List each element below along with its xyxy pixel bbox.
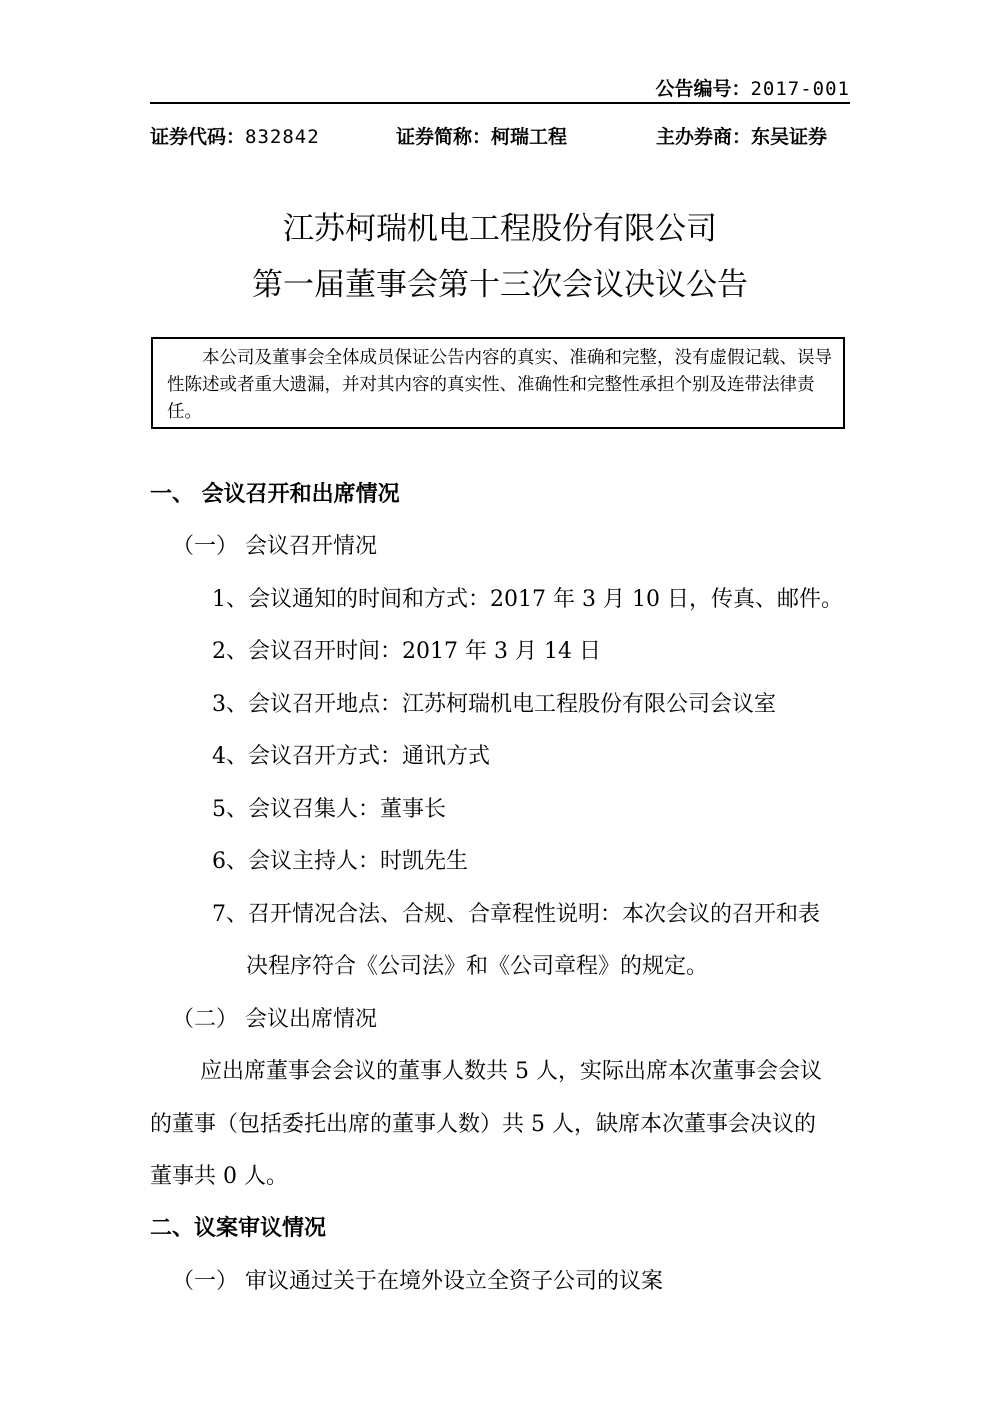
sponsor-broker-label: 主办券商： [656,126,752,148]
list-item: 3、会议召开地点：江苏柯瑞机电工程股份有限公司会议室 [212,692,776,717]
disclaimer-text: 本公司及董事会全体成员保证公告内容的真实、准确和完整，没有虚假记载、误导性陈述或者重大遗漏，并对其内容的真实性、准确性和完整性承担个别及连带法律责任。 [167,348,832,422]
disclaimer-box [151,337,845,429]
company-title: 江苏柯瑞机电工程股份有限公司 [283,211,717,247]
list-item-continuation: 决程序符合《公司法》和《公司章程》的规定。 [246,954,709,979]
list-item: 1、会议通知的时间和方式：2017 年 3 月 10 日，传真、邮件。 [212,587,843,612]
security-code [150,122,320,149]
section-1-heading: 一、 会议召开和出席情况 [150,482,400,507]
notice-number-label: 公告编号： [655,78,751,100]
attendance-line: 的董事（包括委托出席的董事人数）共 5 人，缺席本次董事会决议的 [150,1112,816,1137]
security-abbr-value: 柯瑞工程 [491,126,568,148]
security-code-value: 832842 [245,126,320,148]
notice-number-value: 2017-001 [750,78,850,100]
list-item: 5、会议召集人：董事长 [212,797,446,822]
list-item: 6、会议主持人：时凯先生 [212,849,468,874]
section-2-heading: 二、议案审议情况 [150,1216,327,1241]
attendance-line: 董事共 0 人。 [150,1164,288,1189]
announcement-title: 第一届董事会第十三次会议决议公告 [252,267,748,303]
section-2-sub-1: （一） 审议通过关于在境外设立全资子公司的议案 [172,1269,663,1294]
list-item: 7、召开情况合法、合规、合章程性说明：本次会议的召开和表 [212,902,820,927]
security-code-label: 证券代码： [150,126,246,148]
sponsor-broker [656,122,827,149]
section-1-sub-1: （一） 会议召开情况 [172,534,377,559]
security-abbr [396,122,567,149]
header-divider [150,102,850,104]
attendance-line: 应出席董事会会议的董事人数共 5 人，实际出席本次董事会会议 [200,1059,822,1084]
security-abbr-label: 证券简称： [396,126,492,148]
section-1-sub-2: （二） 会议出席情况 [172,1007,377,1032]
list-item: 4、会议召开方式：通讯方式 [212,744,490,769]
list-item: 2、会议召开时间：2017 年 3 月 14 日 [212,639,601,664]
sponsor-broker-value: 东吴证券 [751,126,828,148]
notice-number [655,74,850,101]
